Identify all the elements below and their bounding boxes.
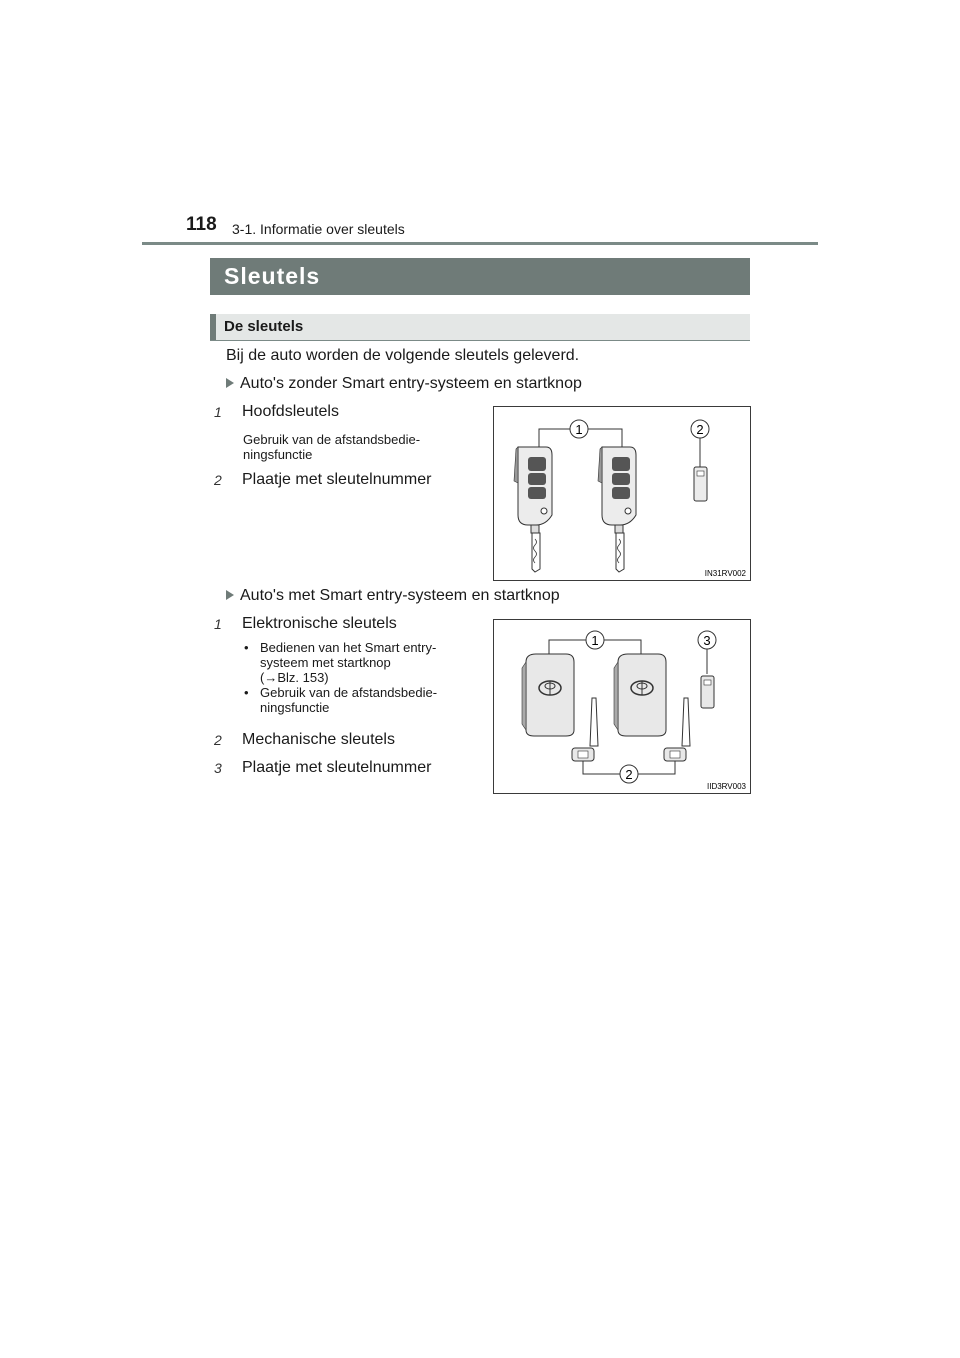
item-label: Elektronische sleutels [242,615,397,632]
chapter-title: Sleutels [224,263,321,289]
header-rule [142,242,818,245]
smart-key-fob-icon [522,654,574,736]
section-title: 3-1. Informatie over sleutels [232,221,405,237]
list-item [244,640,476,685]
subsection-banner [210,314,750,341]
figure-smart-keys [493,619,751,794]
item-number-2: 2 [214,732,222,748]
mechanical-key-icon [572,698,598,761]
list-item-line: ningsfunctie [260,700,330,715]
item-note [243,432,475,462]
variant2-heading-row [226,587,560,605]
flip-key-icon [514,447,552,572]
callout-1: 1 [575,422,583,437]
bullet-list [244,640,476,715]
variant1-heading: Auto's zonder Smart entry-systeem en startknop [240,375,582,392]
item-number-3: 3 [214,760,222,776]
list-item-line: (→Blz. 153) [260,670,329,685]
item-number-1: 1 [214,616,222,632]
item-number-1: 1 [214,404,222,420]
list-item-line: Gebruik van de afstandsbedie- [260,685,438,700]
callout-3: 3 [703,633,711,648]
list-item [244,685,476,715]
list-item-line: systeem met startknop [260,655,391,670]
remote-keys-illustration [494,407,750,580]
callout-2: 2 [625,767,633,782]
bullet-dot: • [244,685,249,700]
key-number-plate-icon [694,467,707,501]
variant2-heading: Auto's met Smart entry-systeem en startknop [240,587,560,604]
item-label: Hoofdsleutels [242,403,339,420]
key-number-plate-icon [701,676,714,708]
bullet-dot: • [244,640,249,655]
triangle-bullet-icon [226,378,234,388]
chapter-banner [210,258,750,295]
figure-id: IN31RV002 [704,569,746,578]
subsection-accent-bar [210,314,216,340]
triangle-bullet-icon [226,590,234,600]
flip-key-icon [598,447,636,572]
callout-1: 1 [591,633,599,648]
figure-remote-keys [493,406,751,581]
smart-key-fob-icon [614,654,666,736]
mechanical-key-icon [664,698,690,761]
page-number: 118 [186,214,217,235]
item-note-line: ningsfunctie [243,447,313,462]
item-number-2: 2 [214,472,222,488]
variant1-heading-row [226,375,582,393]
figure-id: IID3RV003 [707,782,746,791]
subsection-title: De sleutels [224,318,304,335]
item-label: Plaatje met sleutelnummer [242,471,432,488]
item-note-line: Gebruik van de afstandsbedie- [243,432,421,447]
intro-text: Bij de auto worden de volgende sleutels geleverd. [226,347,580,364]
callout-2: 2 [696,422,704,437]
item-label: Mechanische sleutels [242,731,395,748]
list-item-line: Bedienen van het Smart entry- [260,640,437,655]
item-label: Plaatje met sleutelnummer [242,759,432,776]
smart-keys-illustration [494,620,750,793]
